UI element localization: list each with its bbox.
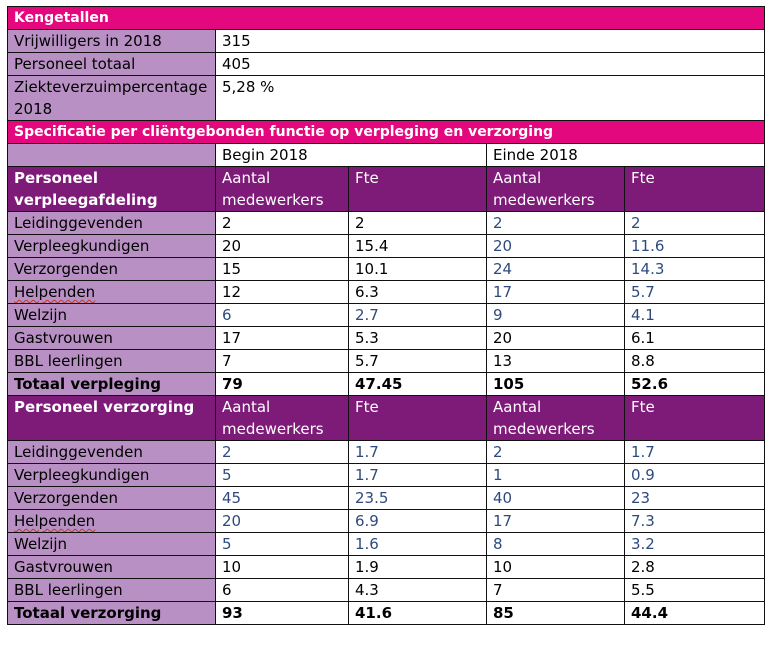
total-e-aantal: 85	[487, 602, 625, 625]
table-row	[8, 235, 765, 258]
row-label-text: Welzijn	[14, 306, 68, 324]
cell-e-fte: 2	[625, 212, 765, 235]
total-e-fte: 52.6	[625, 373, 765, 396]
col-header-fte: Fte	[349, 167, 487, 212]
row-label	[8, 350, 216, 373]
cell-b-fte: 1.9	[349, 556, 487, 579]
row-label	[8, 212, 216, 235]
kengetal-label: Ziekteverzuimpercentage 2018	[8, 76, 216, 121]
row-label-text: Welzijn	[14, 535, 68, 553]
specificatie-title-row	[8, 121, 765, 144]
row-label	[8, 235, 216, 258]
row-label-text: Gastvrouwen	[14, 558, 113, 576]
kengetal-label: Personeel totaal	[8, 53, 216, 76]
cell-e-aantal: 7	[487, 579, 625, 602]
table-row	[8, 464, 765, 487]
cell-e-fte: 0.9	[625, 464, 765, 487]
table-row	[8, 487, 765, 510]
cell-e-fte: 6.1	[625, 327, 765, 350]
cell-e-fte: 23	[625, 487, 765, 510]
kengetallen-table	[7, 6, 765, 625]
cell-e-aantal: 24	[487, 258, 625, 281]
cell-b-fte: 15.4	[349, 235, 487, 258]
row-label-text: Verpleegkundigen	[14, 466, 150, 484]
cell-e-fte: 3.2	[625, 533, 765, 556]
total-e-fte: 44.4	[625, 602, 765, 625]
cell-b-fte: 4.3	[349, 579, 487, 602]
cell-b-aantal: 6	[216, 579, 349, 602]
row-label	[8, 281, 216, 304]
cell-e-fte: 5.5	[625, 579, 765, 602]
total-b-aantal: 79	[216, 373, 349, 396]
cell-e-fte: 7.3	[625, 510, 765, 533]
cell-b-aantal: 20	[216, 510, 349, 533]
row-label	[8, 510, 216, 533]
kengetal-row-ziekteverzuim	[8, 76, 765, 121]
row-label-text: Verzorgenden	[14, 489, 118, 507]
cell-e-aantal: 1	[487, 464, 625, 487]
cell-e-aantal: 20	[487, 327, 625, 350]
kengetallen-title-row	[8, 7, 765, 30]
table-row	[8, 212, 765, 235]
cell-b-aantal: 2	[216, 212, 349, 235]
total-b-fte: 41.6	[349, 602, 487, 625]
kengetal-label: Vrijwilligers in 2018	[8, 30, 216, 53]
table-row	[8, 441, 765, 464]
row-label-text: Gastvrouwen	[14, 329, 113, 347]
verpleging-header-label: Personeel verpleegafdeling	[8, 167, 216, 212]
row-label-text: Helpenden	[14, 283, 96, 301]
cell-e-aantal: 17	[487, 510, 625, 533]
table-row	[8, 327, 765, 350]
cell-b-aantal: 20	[216, 235, 349, 258]
cell-b-aantal: 2	[216, 441, 349, 464]
verpleging-header-row	[8, 167, 765, 212]
cell-e-aantal: 13	[487, 350, 625, 373]
cell-e-fte: 4.1	[625, 304, 765, 327]
table-row	[8, 510, 765, 533]
row-label	[8, 487, 216, 510]
cell-e-aantal: 10	[487, 556, 625, 579]
col-header-aantal: Aantal medewerkers	[216, 396, 349, 441]
cell-b-fte: 1.7	[349, 441, 487, 464]
cell-e-aantal: 17	[487, 281, 625, 304]
verzorging-total-row	[8, 602, 765, 625]
col-header-fte: Fte	[625, 167, 765, 212]
cell-b-fte: 6.9	[349, 510, 487, 533]
total-b-aantal: 93	[216, 602, 349, 625]
total-label: Totaal verpleging	[8, 373, 216, 396]
verpleging-total-row	[8, 373, 765, 396]
period-begin: Begin 2018	[216, 144, 487, 167]
table-row	[8, 258, 765, 281]
cell-e-aantal: 8	[487, 533, 625, 556]
total-label: Totaal verzorging	[8, 602, 216, 625]
cell-b-fte: 1.7	[349, 464, 487, 487]
cell-b-aantal: 45	[216, 487, 349, 510]
cell-b-fte: 2	[349, 212, 487, 235]
cell-b-aantal: 17	[216, 327, 349, 350]
verzorging-header-row	[8, 396, 765, 441]
cell-e-fte: 14.3	[625, 258, 765, 281]
specificatie-title: Specificatie per cliëntgebonden functie op verpleging en verzorging	[8, 121, 765, 144]
cell-b-aantal: 15	[216, 258, 349, 281]
col-header-fte: Fte	[625, 396, 765, 441]
row-label	[8, 258, 216, 281]
table-row	[8, 304, 765, 327]
kengetal-value: 315	[216, 30, 765, 53]
cell-e-fte: 1.7	[625, 441, 765, 464]
total-b-fte: 47.45	[349, 373, 487, 396]
row-label	[8, 464, 216, 487]
cell-e-fte: 2.8	[625, 556, 765, 579]
cell-b-aantal: 6	[216, 304, 349, 327]
row-label-text: Leidinggevenden	[14, 214, 143, 232]
row-label	[8, 441, 216, 464]
cell-b-aantal: 5	[216, 464, 349, 487]
table-row	[8, 579, 765, 602]
row-label	[8, 327, 216, 350]
cell-e-fte: 11.6	[625, 235, 765, 258]
kengetal-value: 5,28 %	[216, 76, 765, 121]
cell-b-fte: 2.7	[349, 304, 487, 327]
kengetal-row-vrijwilligers	[8, 30, 765, 53]
row-label-text: Verpleegkundigen	[14, 237, 150, 255]
cell-b-fte: 5.7	[349, 350, 487, 373]
cell-e-aantal: 40	[487, 487, 625, 510]
cell-b-aantal: 12	[216, 281, 349, 304]
table-row	[8, 281, 765, 304]
row-label-text: BBL leerlingen	[14, 581, 123, 599]
row-label-text: Verzorgenden	[14, 260, 118, 278]
col-header-aantal: Aantal medewerkers	[487, 396, 625, 441]
cell-e-fte: 8.8	[625, 350, 765, 373]
col-header-aantal: Aantal medewerkers	[487, 167, 625, 212]
cell-b-aantal: 7	[216, 350, 349, 373]
row-label	[8, 556, 216, 579]
period-header-empty	[8, 144, 216, 167]
cell-e-aantal: 2	[487, 441, 625, 464]
cell-b-fte: 5.3	[349, 327, 487, 350]
cell-e-aantal: 2	[487, 212, 625, 235]
table-row	[8, 556, 765, 579]
kengetal-value: 405	[216, 53, 765, 76]
kengetallen-title: Kengetallen	[8, 7, 765, 30]
kengetal-row-personeel	[8, 53, 765, 76]
cell-e-aantal: 20	[487, 235, 625, 258]
cell-b-fte: 6.3	[349, 281, 487, 304]
row-label	[8, 304, 216, 327]
row-label-text: Leidinggevenden	[14, 443, 143, 461]
col-header-fte: Fte	[349, 396, 487, 441]
cell-b-aantal: 10	[216, 556, 349, 579]
total-e-aantal: 105	[487, 373, 625, 396]
row-label-text: Helpenden	[14, 512, 96, 530]
table-row	[8, 533, 765, 556]
cell-b-fte: 10.1	[349, 258, 487, 281]
cell-e-aantal: 9	[487, 304, 625, 327]
col-header-aantal: Aantal medewerkers	[216, 167, 349, 212]
row-label-text: BBL leerlingen	[14, 352, 123, 370]
period-header-row	[8, 144, 765, 167]
table-row	[8, 350, 765, 373]
verzorging-header-label: Personeel verzorging	[8, 396, 216, 441]
cell-e-fte: 5.7	[625, 281, 765, 304]
cell-b-aantal: 5	[216, 533, 349, 556]
row-label	[8, 533, 216, 556]
row-label	[8, 579, 216, 602]
period-einde: Einde 2018	[487, 144, 765, 167]
cell-b-fte: 23.5	[349, 487, 487, 510]
cell-b-fte: 1.6	[349, 533, 487, 556]
